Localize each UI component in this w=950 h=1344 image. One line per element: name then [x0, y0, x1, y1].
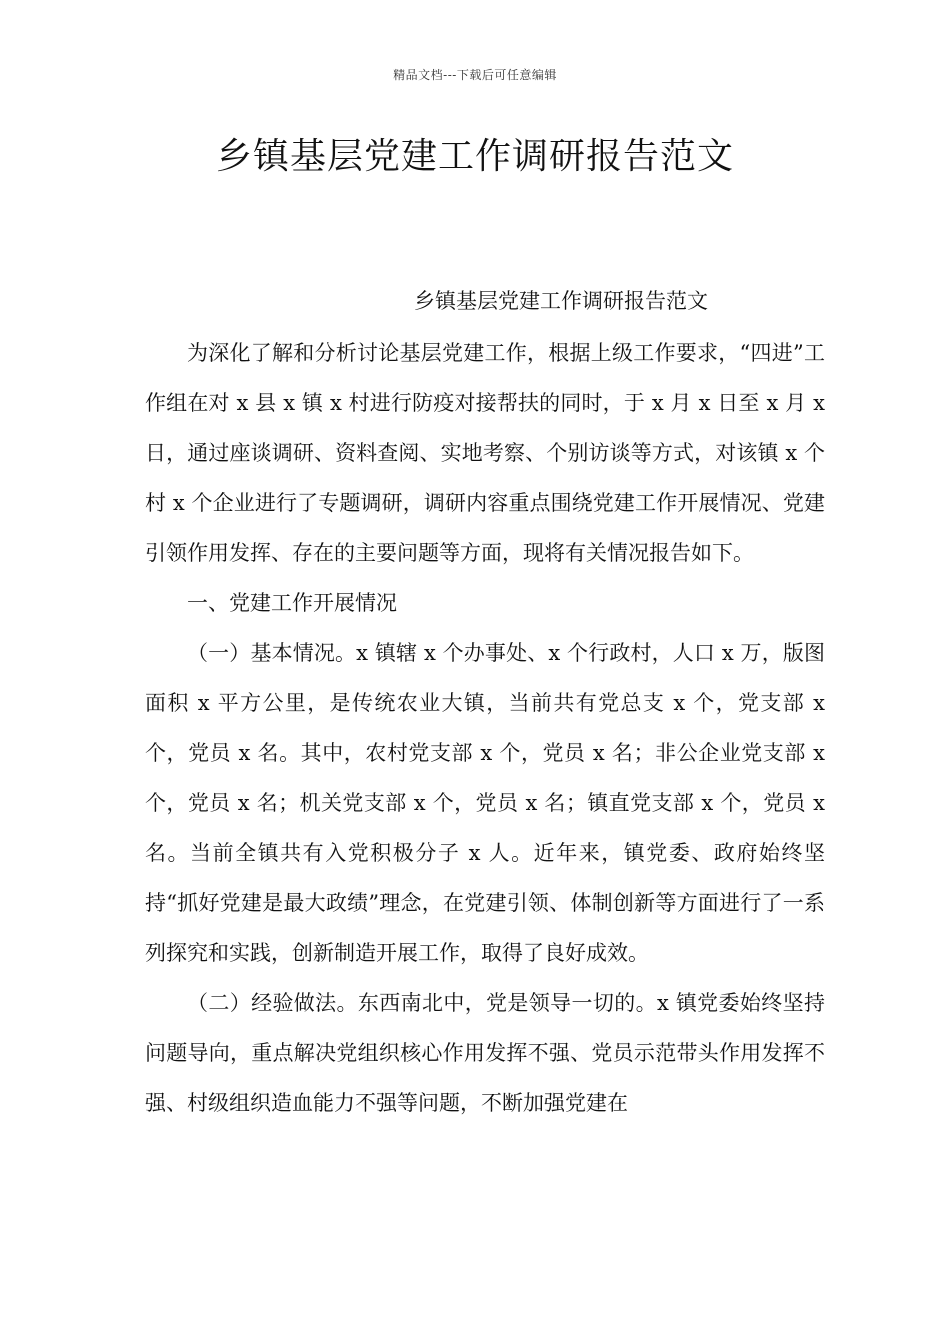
section-heading: 一、党建工作开展情况 — [187, 591, 397, 615]
header-note: 精品文档---下载后可任意编辑 — [393, 68, 557, 82]
document-subtitle: 乡镇基层党建工作调研报告范文 — [414, 289, 708, 313]
document-body — [145, 328, 825, 1128]
paragraph-experience: （二）经验做法。东西南北中，党是领导一切的。x 镇党委始终坚持问题导向，重点解决党组织核心作用发挥不强、党员示范带头作用发挥不强、村级组织造血能力不强等问题，不断加强党建在 — [145, 991, 825, 1115]
paragraph-intro: 为深化了解和分析讨论基层党建工作，根据上级工作要求，“四进”工作组在对 x 县 x 镇 x 村进行防疫对接帮扶的同时，于 x 月 x 日至 x 月 x 日，通过座谈调研、资料查阅、实地考察、个别访谈等方式，对该镇 x 个村 x 个企业进行了专题调研，调研内容重点围绕党建工作开展情况、党建引领作用发挥、存在的主要问题等方面，现将有关情况报告如下。 — [145, 341, 825, 565]
document-title: 乡镇基层党建工作调研报告范文 — [215, 136, 734, 177]
paragraph-basic-situation: （一）基本情况。x 镇辖 x 个办事处、x 个行政村，人口 x 万，版图面积 x 平方公里，是传统农业大镇，当前共有党总支 x 个，党支部 x 个，党员 x 名。其中，农村党支部 x 个，党员 x 名；非公企业党支部 x 个，党员 x 名；机关党支部 x 个，党员 x 名；镇直党支部 x 个，党员 x 名。当前全镇共有入党积极分子 x 人。近年来，镇党委、政府始终坚持“抓好党建是最大政绩”理念，在党建引领、体制创新等方面进行了一系列探究和实践，创新制造开展工作，取得了良好成效。 — [145, 641, 825, 965]
